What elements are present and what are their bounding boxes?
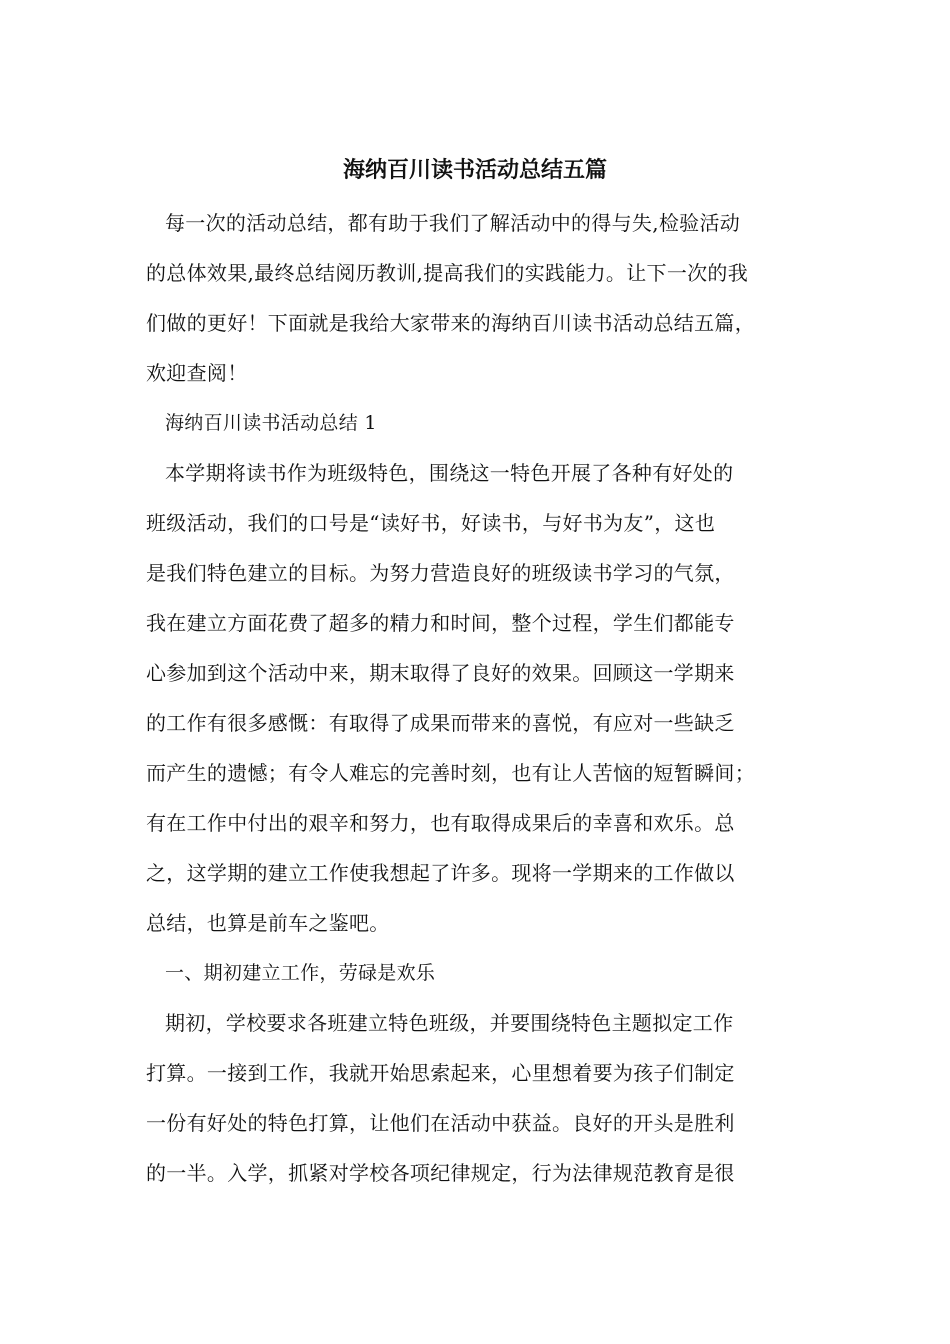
paragraph-line: 欢迎查阅！ (146, 361, 248, 385)
paragraph-line: 的工作有很多感慨：有取得了成果而带来的喜悦，有应对一些缺乏 (146, 711, 735, 735)
paragraph-line: 打算。一接到工作，我就开始思索起来，心里想着要为孩子们制定 (146, 1061, 735, 1085)
paragraph-line: 之，这学期的建立工作使我想起了许多。现将一学期来的工作做以 (146, 861, 735, 885)
paragraph-line: 的一半。入学，抓紧对学校各项纪律规定，行为法律规范教育是很 (146, 1161, 735, 1185)
paragraph-line: 们做的更好！下面就是我给大家带来的海纳百川读书活动总结五篇， (146, 311, 755, 335)
paragraph-line: 每一次的活动总结，都有助于我们了解活动中的得与失,检验活动 (165, 211, 741, 235)
section-heading: 海纳百川读书活动总结 1 (165, 412, 377, 434)
paragraph-line: 本学期将读书作为班级特色，围绕这一特色开展了各种有好处的 (165, 461, 734, 485)
paragraph-line: 一份有好处的特色打算，让他们在活动中获益。良好的开头是胜利 (146, 1111, 735, 1135)
paragraph-line: 期初，学校要求各班建立特色班级，并要围绕特色主题拟定工作 (165, 1011, 734, 1035)
paragraph-line: 有在工作中付出的艰辛和努力，也有取得成果后的幸喜和欢乐。总 (146, 811, 735, 835)
paragraph-line: 班级活动，我们的口号是“读好书，好读书，与好书为友”，这也 (146, 511, 716, 535)
section-heading: 一、期初建立工作，劳碌是欢乐 (165, 962, 436, 984)
paragraph-line: 的总体效果,最终总结阅历教训,提高我们的实践能力。让下一次的我 (146, 261, 749, 285)
paragraph-line: 而产生的遗憾；有令人难忘的完善时刻，也有让人苦恼的短暂瞬间； (146, 761, 755, 785)
paragraph-line: 是我们特色建立的目标。为努力营造良好的班级读书学习的气氛， (146, 561, 735, 585)
document-title: 海纳百川读书活动总结五篇 (342, 157, 607, 183)
paragraph-line: 心参加到这个活动中来，期末取得了良好的效果。回顾这一学期来 (146, 661, 735, 685)
paragraph-line: 我在建立方面花费了超多的精力和时间，整个过程，学生们都能专 (146, 611, 735, 635)
paragraph-line: 总结，也算是前车之鉴吧。 (146, 911, 390, 935)
